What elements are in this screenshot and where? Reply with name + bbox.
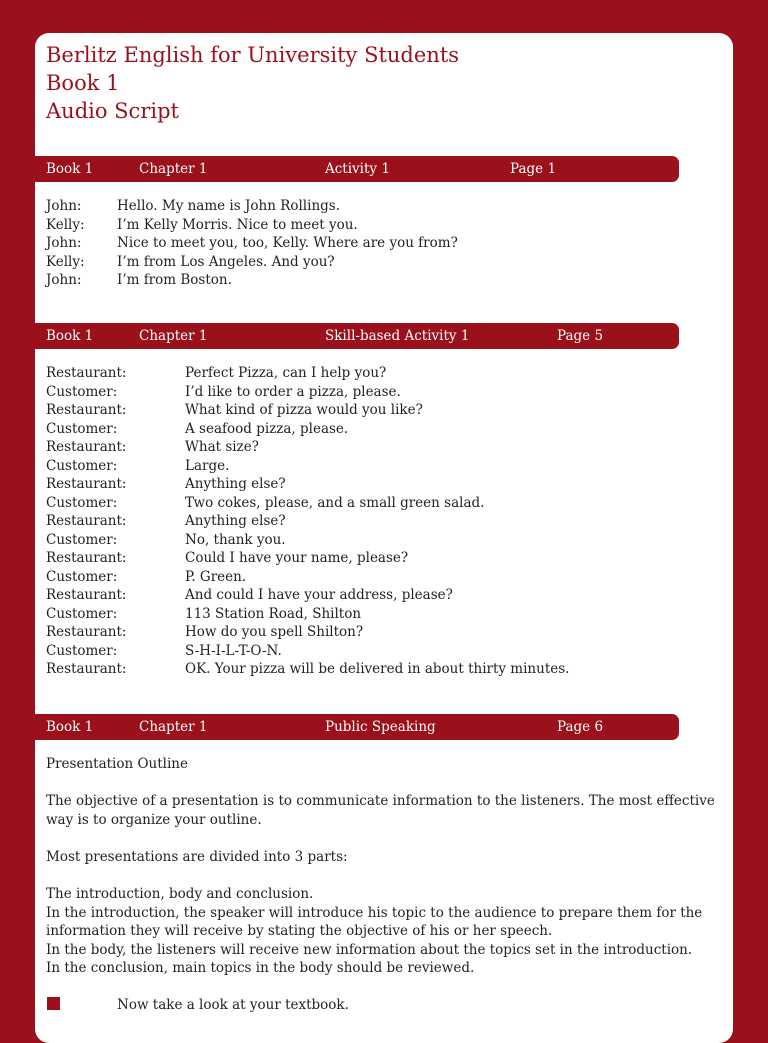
utterance: I’m from Boston. <box>117 272 232 288</box>
activity-label: Skill-based Activity 1 <box>325 328 470 344</box>
utterance: I’m Kelly Morris. Nice to meet you. <box>117 216 358 233</box>
speaker: Restaurant: <box>46 365 127 381</box>
utterance: Nice to meet you, too, Kelly. Where are you from? <box>117 235 458 251</box>
speaker: Restaurant: <box>46 439 127 455</box>
speaker: Customer: <box>46 568 118 585</box>
dialogue-line <box>46 605 686 624</box>
dialogue-line <box>46 216 686 235</box>
utterance: A seafood pizza, please. <box>185 420 349 437</box>
utterance: What kind of pizza would you like? <box>185 402 423 418</box>
utterance: P. Green. <box>185 568 247 585</box>
section-header-bar <box>35 323 679 349</box>
dialogue-line <box>46 234 686 253</box>
dialogue-line <box>46 586 686 605</box>
book-label: Book 1 <box>46 328 94 344</box>
speaker: Restaurant: <box>46 661 127 677</box>
paragraph-objective: The objective of a presentation is to communicate information to the listeners. The most effective way is to organize your outline. <box>46 793 715 828</box>
utterance: OK. Your pizza will be delivered in about thirty minutes. <box>185 661 570 677</box>
dialogue-line <box>46 642 686 661</box>
speaker: Kelly: <box>46 253 85 270</box>
speaker: Customer: <box>46 420 118 437</box>
dialogue-line <box>46 531 686 550</box>
dialogue-line <box>46 568 686 587</box>
dialogue-line <box>46 512 686 531</box>
utterance: Could I have your name, please? <box>185 550 409 566</box>
bullet-text: Now take a look at your textbook. <box>117 997 349 1013</box>
paragraph-structure <box>46 885 726 978</box>
structure-line: The introduction, body and conclusion. <box>46 886 314 902</box>
speaker: John: <box>46 235 82 251</box>
utterance: Two cokes, please, and a small green salad. <box>185 494 485 511</box>
dialogue-line <box>46 364 686 383</box>
dialogue-line <box>46 438 686 457</box>
utterance: I’m from Los Angeles. And you? <box>117 253 335 270</box>
structure-line: In the body, the listeners will receive new information about the topics set in the introduction. <box>46 941 693 958</box>
script-page <box>35 33 733 1043</box>
speaker: John: <box>46 272 82 288</box>
dialogue-line <box>46 475 686 494</box>
section-header-bar <box>35 156 679 182</box>
dialogue-line <box>46 383 686 402</box>
speaker: John: <box>46 198 82 214</box>
speaker: Restaurant: <box>46 550 127 566</box>
utterance: Anything else? <box>185 476 286 492</box>
dialogue-line <box>46 253 686 272</box>
structure-line: In the introduction, the speaker will introduce his topic to the audience to prepare them for the information they will receive by stating the objective of his or her speech. <box>46 904 703 939</box>
dialogue-line <box>46 623 686 642</box>
speaker: Customer: <box>46 457 118 474</box>
chapter-label: Chapter 1 <box>139 161 208 177</box>
book-label: Book 1 <box>46 161 94 177</box>
utterance: 113 Station Road, Shilton <box>185 605 362 622</box>
speaker: Restaurant: <box>46 476 127 492</box>
utterance: S-H-I-L-T-O-N. <box>185 642 282 659</box>
page-label: Page 1 <box>510 161 557 177</box>
structure-line: In the conclusion, main topics in the body should be reviewed. <box>46 960 475 976</box>
utterance: What size? <box>185 439 259 455</box>
dialogue-line <box>46 549 686 568</box>
section-header-bar <box>35 714 679 740</box>
utterance: No, thank you. <box>185 531 286 548</box>
dialogue-line <box>46 271 686 290</box>
page-label: Page 5 <box>557 328 604 344</box>
speaker: Customer: <box>46 605 118 622</box>
utterance: I’d like to order a pizza, please. <box>185 383 401 400</box>
dialogue-line <box>46 401 686 420</box>
chapter-label: Chapter 1 <box>139 719 208 735</box>
speaker: Restaurant: <box>46 587 127 603</box>
bullet-item <box>46 996 646 1016</box>
outline-title: Presentation Outline <box>46 756 188 772</box>
dialogue-line <box>46 420 686 439</box>
speaker: Customer: <box>46 383 118 400</box>
dialogue <box>46 197 686 290</box>
utterance: Perfect Pizza, can I help you? <box>185 365 387 381</box>
dialogue-line <box>46 660 686 679</box>
book-label: Book 1 <box>46 719 94 735</box>
title-line-3: Audio Script <box>46 99 179 123</box>
utterance: Hello. My name is John Rollings. <box>117 198 340 214</box>
utterance: How do you spell Shilton? <box>185 624 364 640</box>
square-bullet-icon <box>47 997 60 1010</box>
speaker: Customer: <box>46 531 118 548</box>
utterance: And could I have your address, please? <box>185 587 453 603</box>
dialogue <box>46 364 686 679</box>
page-label: Page 6 <box>557 719 604 735</box>
speaker: Restaurant: <box>46 402 127 418</box>
utterance: Large. <box>185 457 230 474</box>
document-title <box>46 41 459 125</box>
speaker: Restaurant: <box>46 513 127 529</box>
paragraph-parts: Most presentations are divided into 3 parts: <box>46 849 348 865</box>
title-line-1: Berlitz English for University Students <box>46 43 460 67</box>
dialogue-line <box>46 494 686 513</box>
speaker: Kelly: <box>46 216 85 233</box>
speaker: Customer: <box>46 494 118 511</box>
dialogue-line <box>46 197 686 216</box>
activity-label: Public Speaking <box>325 719 436 735</box>
speaker: Customer: <box>46 642 118 659</box>
utterance: Anything else? <box>185 513 286 529</box>
title-line-2: Book 1 <box>46 71 120 95</box>
activity-label: Activity 1 <box>325 161 390 177</box>
chapter-label: Chapter 1 <box>139 328 208 344</box>
speaker: Restaurant: <box>46 624 127 640</box>
dialogue-line <box>46 457 686 476</box>
